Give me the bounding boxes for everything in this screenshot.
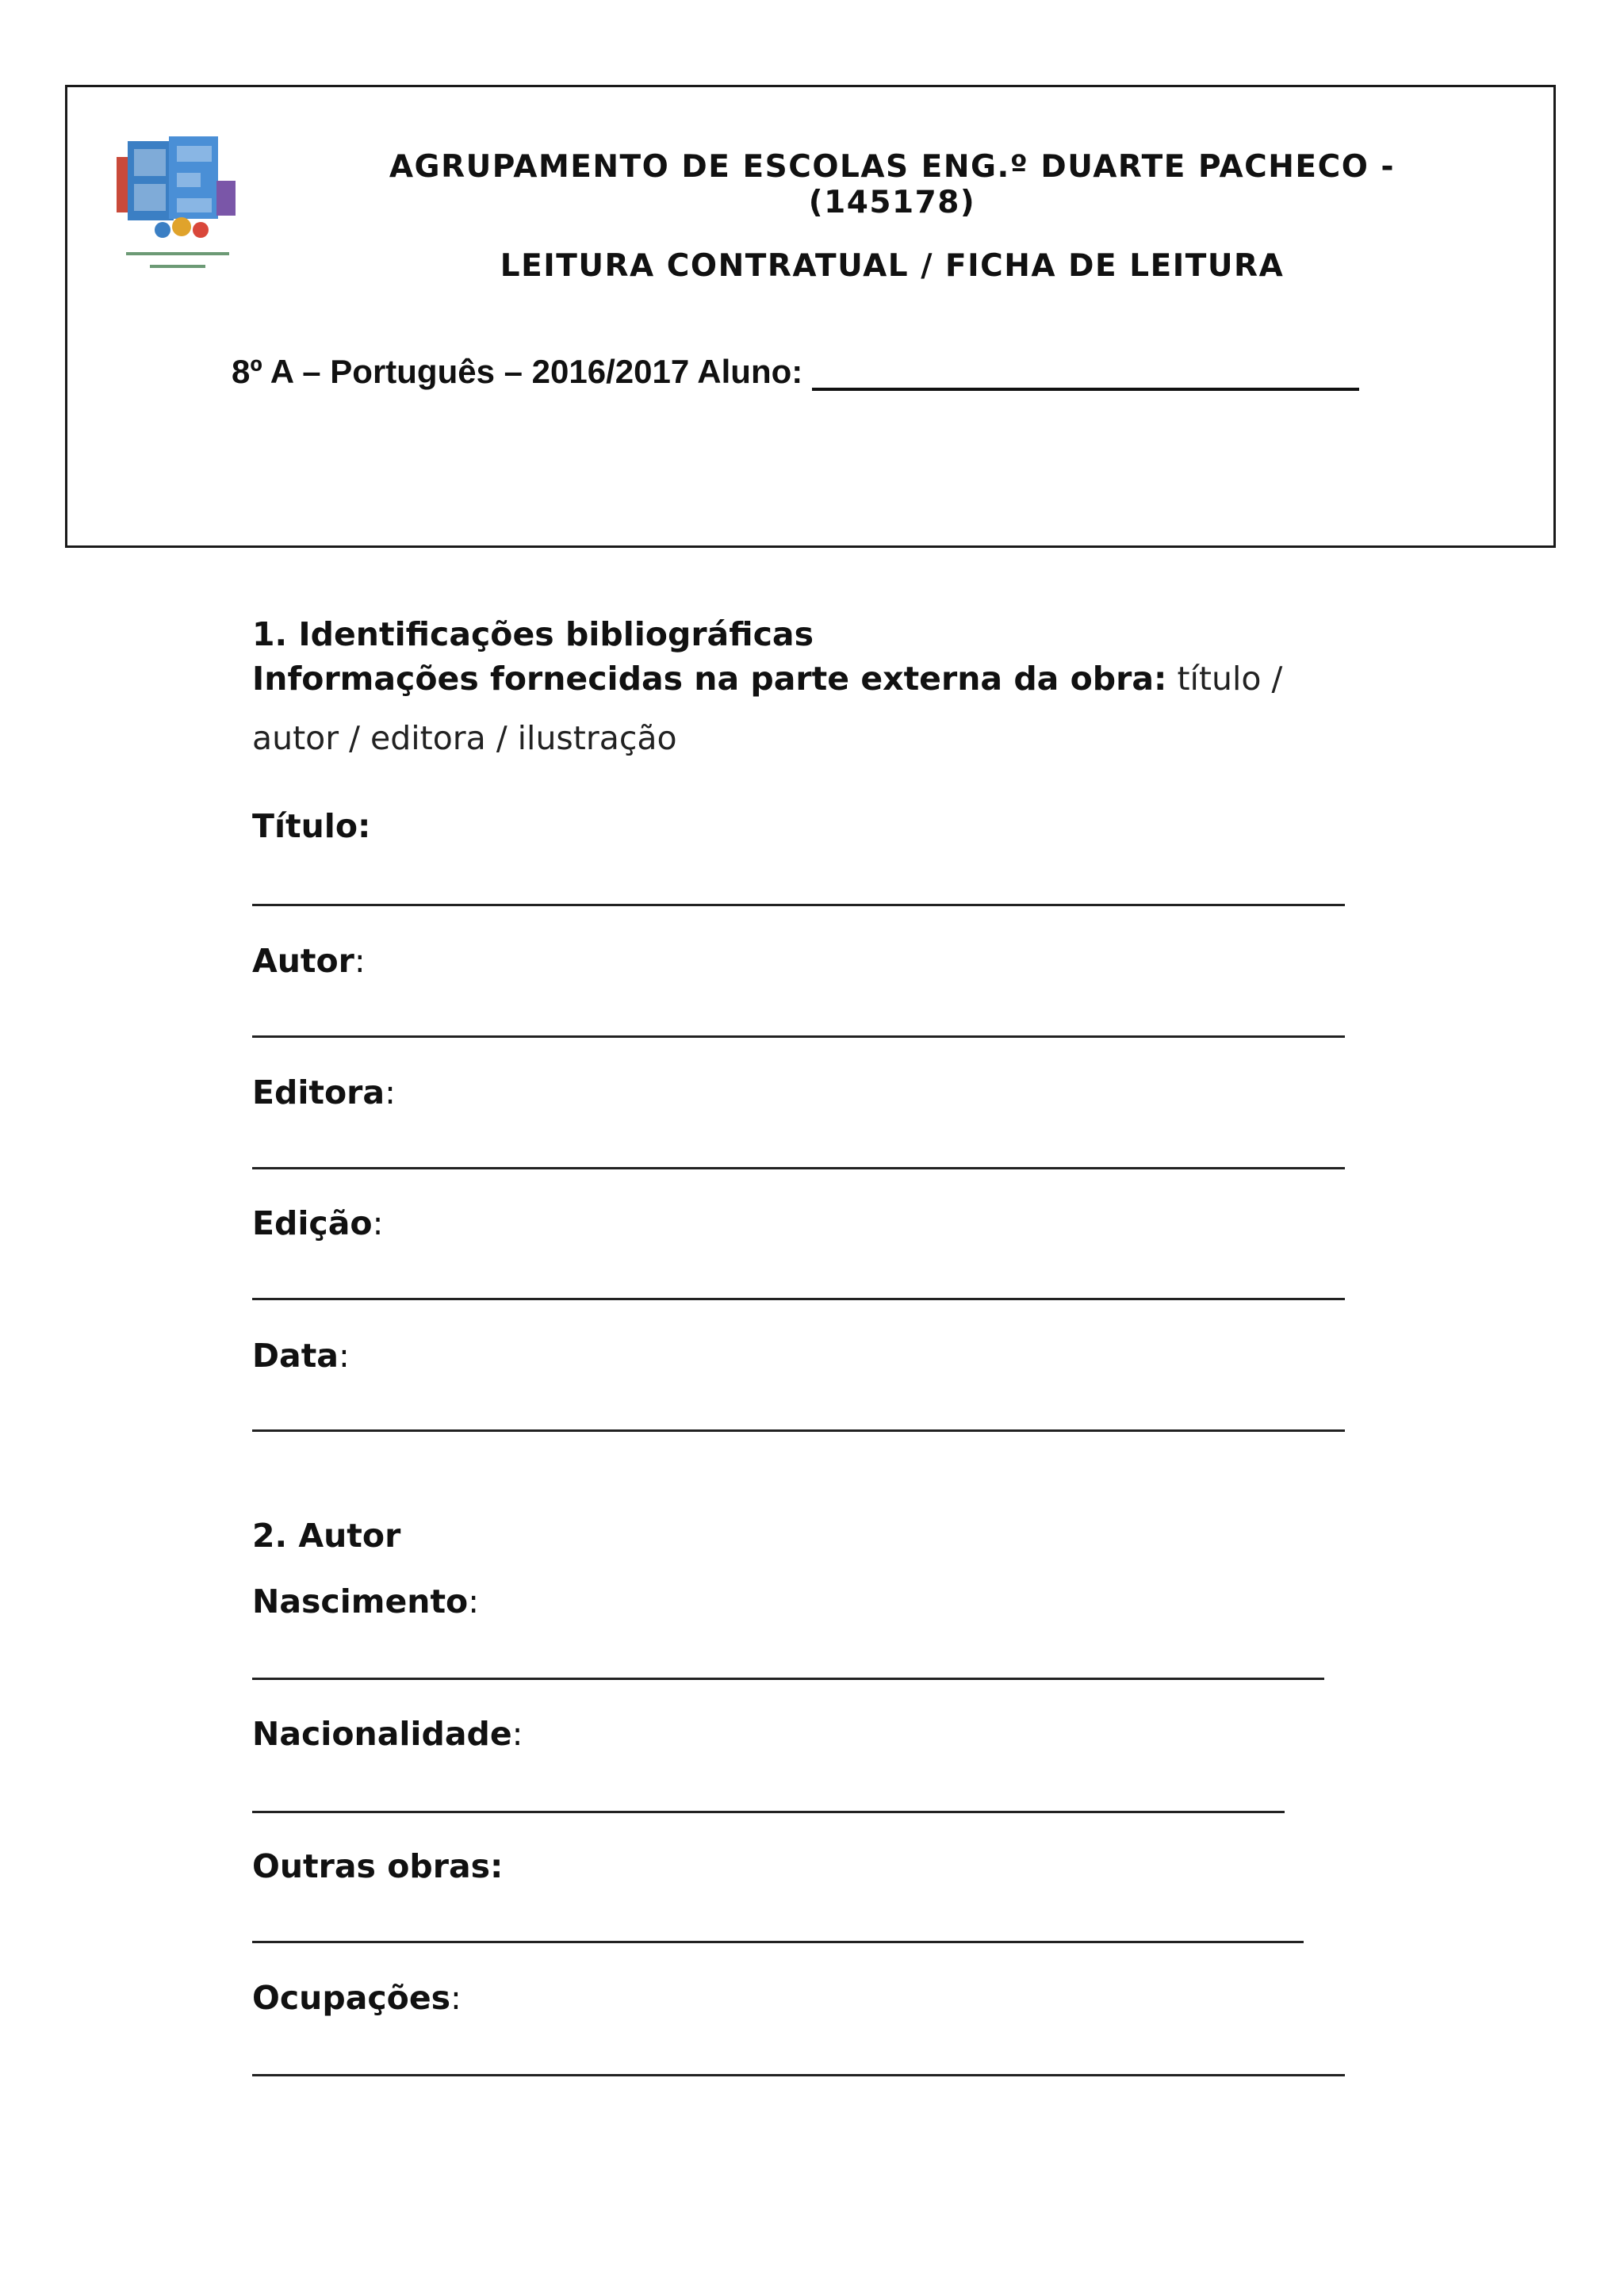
intro-bold: Informações fornecidas na parte externa da obra: [252,660,1167,698]
answer-line-autor[interactable] [252,1035,1345,1038]
answer-line-ocupacoes[interactable] [252,2074,1345,2076]
answer-line-nascimento[interactable] [252,1678,1324,1680]
intro-normal: título / autor / editora / ilustração [252,660,1283,757]
answer-line-data[interactable] [252,1429,1345,1432]
field-label-nacionalidade: Nacionalidade: [252,1715,523,1753]
field-label-edicao: Edição: [252,1204,384,1242]
class-info: 8º A – Português – 2016/2017 Aluno: [232,353,803,390]
header-box [65,85,1556,548]
answer-line-editora[interactable] [252,1167,1345,1169]
answer-line-titulo[interactable] [252,904,1345,906]
answer-line-outras-obras[interactable] [252,1941,1304,1943]
school-library-logo [110,125,245,284]
class-line [232,353,1359,391]
student-name-field[interactable] [812,356,1359,391]
field-label-outras-obras: Outras obras: [252,1847,504,1885]
answer-line-nacionalidade[interactable] [252,1811,1285,1813]
section1-heading: 1. Identificações bibliográficas [252,615,814,653]
answer-line-edicao[interactable] [252,1298,1345,1300]
school-name: AGRUPAMENTO DE ESCOLAS ENG.º DUARTE PACHECO - (145178) [389,149,1396,220]
field-label-nascimento: Nascimento: [252,1582,480,1621]
section1-intro [252,649,1362,768]
field-label-titulo: Título: [252,807,371,845]
field-label-data: Data: [252,1337,350,1375]
form-title: LEITURA CONTRATUAL / FICHA DE LEITURA [500,248,1285,284]
field-label-editora: Editora: [252,1073,396,1112]
field-label-autor: Autor: [252,942,366,980]
section2-heading: 2. Autor [252,1517,401,1555]
field-label-ocupacoes: Ocupações: [252,1979,462,2017]
